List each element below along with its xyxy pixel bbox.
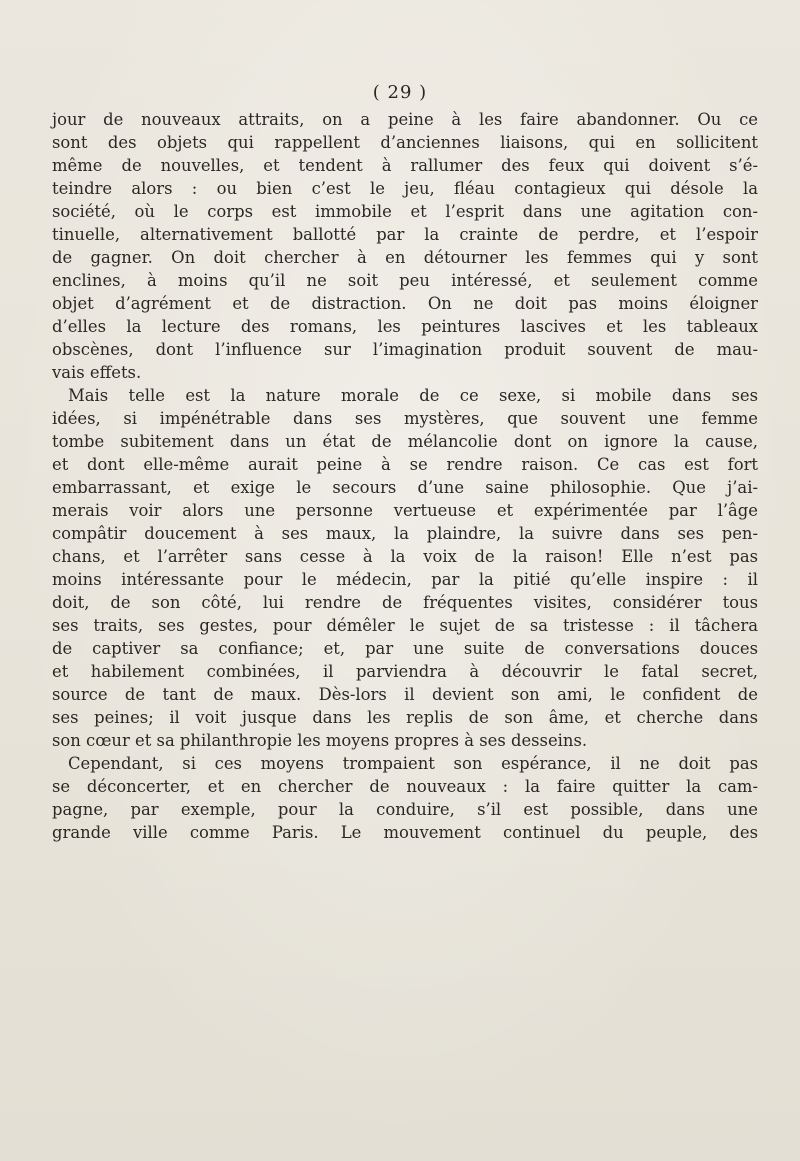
text-line: d’elles la lecture des romans, les peintures lascives et les tableaux bbox=[52, 317, 758, 336]
text-line: même de nouvelles, et tendent à rallumer des feux qui doivent s’é- bbox=[52, 156, 758, 175]
page-number: ( 29 ) bbox=[372, 82, 428, 103]
text-line: de gagner. On doit chercher à en détourner les femmes qui y sont bbox=[52, 248, 758, 267]
text-line: tinuelle, alternativement ballotté par la crainte de perdre, et l’espoir bbox=[52, 225, 758, 244]
text-line: pagne, par exemple, pour la conduire, s’il est possible, dans une bbox=[52, 800, 758, 819]
text-line: grande ville comme Paris. Le mouvement continuel du peuple, des bbox=[52, 823, 758, 842]
text-line: obscènes, dont l’influence sur l’imagination produit souvent de mau- bbox=[52, 340, 758, 359]
text-line: compâtir doucement à ses maux, la plaindre, la suivre dans ses pen- bbox=[52, 524, 758, 543]
text-line: moins intéressante pour le médecin, par la pitié qu’elle inspire : il bbox=[52, 570, 758, 589]
text-line: embarrassant, et exige le secours d’une saine philosophie. Que j’ai- bbox=[52, 478, 758, 497]
text-line: objet d’agrément et de distraction. On ne doit pas moins éloigner bbox=[52, 294, 758, 313]
text-line: de captiver sa confiance; et, par une suite de conversations douces bbox=[52, 639, 758, 658]
text-line: et habilement combinées, il parviendra à découvrir le fatal secret, bbox=[52, 662, 758, 681]
text-line: idées, si impénétrable dans ses mystères, que souvent une femme bbox=[52, 409, 758, 428]
text-line: jour de nouveaux attraits, on a peine à les faire abandonner. Ou ce bbox=[52, 110, 758, 129]
text-line: et dont elle-même aurait peine à se rendre raison. Ce cas est fort bbox=[52, 455, 758, 474]
text-line: enclines, à moins qu’il ne soit peu intéressé, et seulement comme bbox=[52, 271, 758, 290]
text-line: merais voir alors une personne vertueuse et expérimentée par l’âge bbox=[52, 501, 758, 520]
text-line: doit, de son côté, lui rendre de fréquentes visites, considérer tous bbox=[52, 593, 758, 612]
text-line: son cœur et sa philanthropie les moyens propres à ses desseins. bbox=[52, 731, 588, 750]
text-line: tombe subitement dans un état de mélancolie dont on ignore la cause, bbox=[52, 432, 758, 451]
text-line: teindre alors : ou bien c’est le jeu, fléau contagieux qui désole la bbox=[52, 179, 758, 198]
text-line: source de tant de maux. Dès-lors il devient son ami, le confident de bbox=[52, 685, 758, 704]
text-line: ses traits, ses gestes, pour démêler le sujet de sa tristesse : il tâchera bbox=[52, 616, 758, 635]
body-text bbox=[52, 108, 758, 844]
text-line: Mais telle est la nature morale de ce sexe, si mobile dans ses bbox=[68, 386, 758, 405]
text-line: chans, et l’arrêter sans cesse à la voix de la raison! Elle n’est pas bbox=[52, 547, 758, 566]
text-line: se déconcerter, et en chercher de nouveaux : la faire quitter la cam- bbox=[52, 777, 758, 796]
text-line: Cependant, si ces moyens trompaient son espérance, il ne doit pas bbox=[68, 754, 758, 773]
text-line: société, où le corps est immobile et l’esprit dans une agitation con- bbox=[52, 202, 758, 221]
text-line: ses peines; il voit jusque dans les replis de son âme, et cherche dans bbox=[52, 708, 758, 727]
text-line: sont des objets qui rappellent d’anciennes liaisons, qui en sollicitent bbox=[52, 133, 758, 152]
text-line: vais effets. bbox=[52, 363, 142, 382]
